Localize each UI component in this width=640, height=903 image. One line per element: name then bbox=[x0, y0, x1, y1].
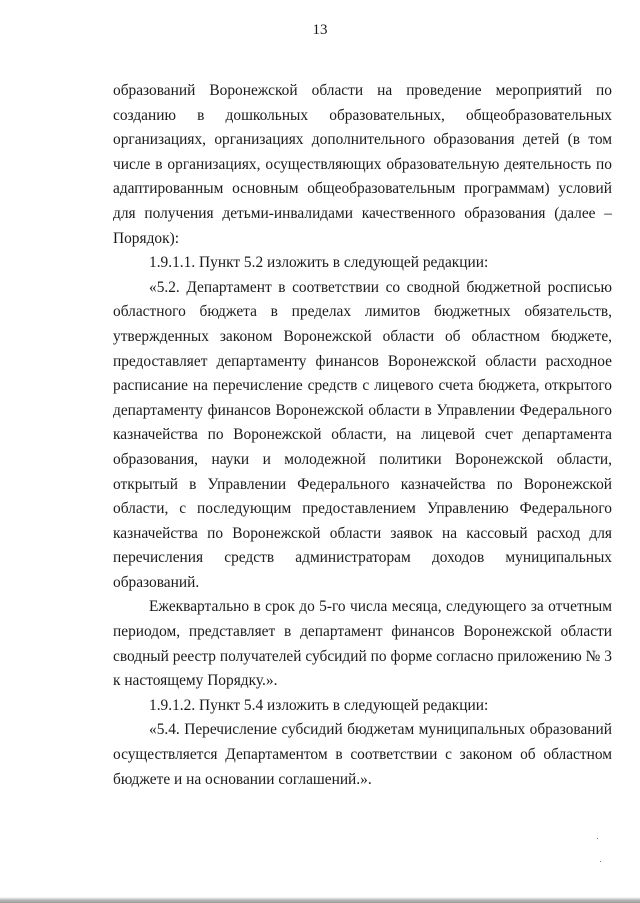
paragraph-quarterly-report: Ежеквартально в срок до 5-го числа месяца, следующего за отчетным периодом, представляет в департамент финансов Воронежской области сводный реестр получателей субсидий по форме согласно приложению № 3 к настоящему Порядку.». bbox=[113, 598, 612, 690]
scan-speck bbox=[600, 861, 601, 862]
paragraph-continuation: образований Воронежской области на проведение мероприятий по созданию в дошкольных образовательных, общеобразовательных организациях, организациях дополнительного образования детей (в том числе в организациях, осуществляющих образовательную деятельность по адаптированным основным общеобразовательным программам) условий для получения детьми-инвалидами качественного образования (далее – Порядок): bbox=[113, 82, 612, 247]
paragraph-clause-5-2: «5.2. Департамент в соответствии со сводной бюджетной росписью областного бюджета в пределах лимитов бюджетных обязательств, утвержденных законом Воронежской области об областном бюджете, предоставляет департаменту финансов Воронежской области расходное расписание на перечисление средств с лицевого счета бюджета, открытого департаменту финансов Воронежской области в Управлении Федерального казначейства по Воронежской области, на лицевой счет департамента образования, науки и молодежной политики Воронежской области, открытый в Управлении Федерального казначейства по Воронежской области, с последующим предоставлением Управлению Федерального казначейства по Воронежской области заявок на кассовый расход для перечисления средств администраторам доходов муниципальных образований. bbox=[113, 278, 612, 591]
paragraph-clause-5-4: «5.4. Перечисление субсидий бюджетам муниципальных образований осуществляется Департаментом в соответствии с законом об областном бюджете и на основании соглашений.». bbox=[113, 721, 612, 788]
scan-edge-shadow bbox=[0, 897, 640, 903]
page-number: 13 bbox=[312, 22, 328, 38]
scan-speck bbox=[597, 838, 598, 839]
paragraph-item-1-9-1-1: 1.9.1.1. Пункт 5.2 изложить в следующей редакции: bbox=[149, 254, 489, 272]
paragraph-item-1-9-1-2: 1.9.1.2. Пункт 5.4 изложить в следующей редакции: bbox=[149, 696, 489, 714]
document-body bbox=[113, 79, 612, 792]
